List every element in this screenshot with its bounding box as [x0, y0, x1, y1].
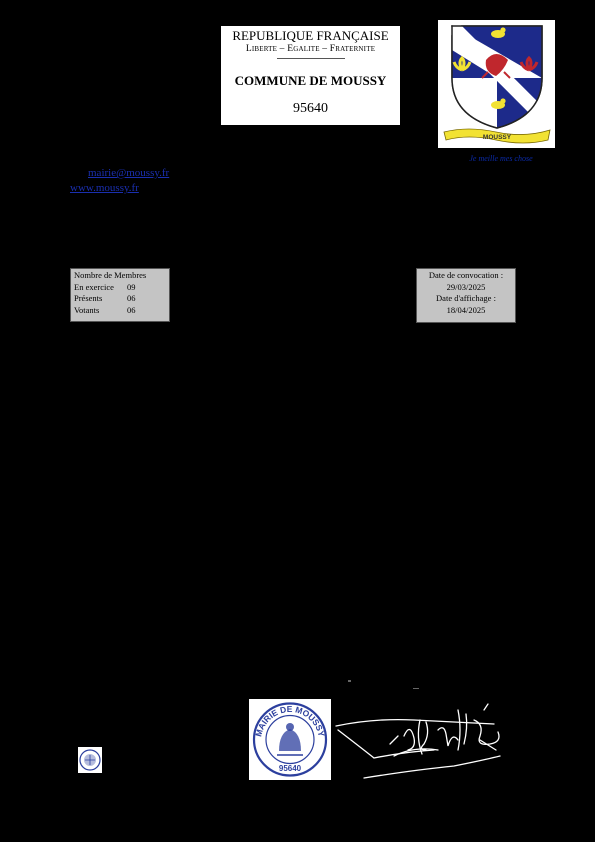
members-row	[74, 293, 166, 305]
republic-title: REPUBLIQUE FRANÇAISE	[232, 28, 389, 43]
members-count-box	[70, 268, 170, 322]
convocation-label: Date de convocation :	[428, 270, 504, 280]
signature-icon	[334, 700, 504, 782]
svg-text:95640: 95640	[278, 764, 302, 773]
dates-box	[416, 268, 516, 323]
convocation-date: 29/03/2025	[446, 281, 486, 292]
commune-postcode: 95640	[293, 101, 328, 116]
affichage-label: Date d'affichage :	[436, 293, 496, 303]
members-row-value: 06	[127, 293, 136, 303]
mayor-signature	[334, 700, 504, 782]
commune-name: COMMUNE DE MOUSSY	[234, 73, 387, 88]
coat-of-arms-icon	[438, 20, 555, 148]
members-row-label: Votants	[74, 304, 100, 315]
municipal-seal	[249, 699, 331, 780]
members-row	[74, 305, 166, 317]
header-box	[221, 26, 400, 125]
email-link[interactable]: mairie@moussy.fr	[88, 167, 170, 179]
members-row-value: 06	[127, 304, 136, 315]
small-stamp-icon	[78, 747, 102, 773]
ink-mark	[413, 688, 419, 689]
republic-motto: Liberte – Egalite – Fraternite	[245, 44, 376, 54]
svg-text:MOUSSY: MOUSSY	[482, 134, 512, 141]
members-row-value: 09	[127, 281, 136, 292]
members-row-label: En exercice	[74, 281, 114, 292]
coat-of-arms	[438, 20, 555, 148]
members-row-label: Présents	[74, 293, 103, 303]
members-heading: Nombre de Membres	[74, 270, 147, 280]
members-row	[74, 282, 166, 294]
crest-tagline: Je meille mes chose	[469, 154, 533, 163]
small-stamp	[78, 747, 102, 773]
seal-stamp-icon	[249, 699, 331, 780]
website-link[interactable]: www.moussy.fr	[70, 182, 139, 194]
svg-text:MAIRIE DE MOUSSY: MAIRIE DE MOUSSY	[253, 703, 327, 738]
header-divider	[277, 58, 345, 59]
ink-mark	[348, 680, 351, 682]
affichage-date: 18/04/2025	[446, 304, 486, 315]
